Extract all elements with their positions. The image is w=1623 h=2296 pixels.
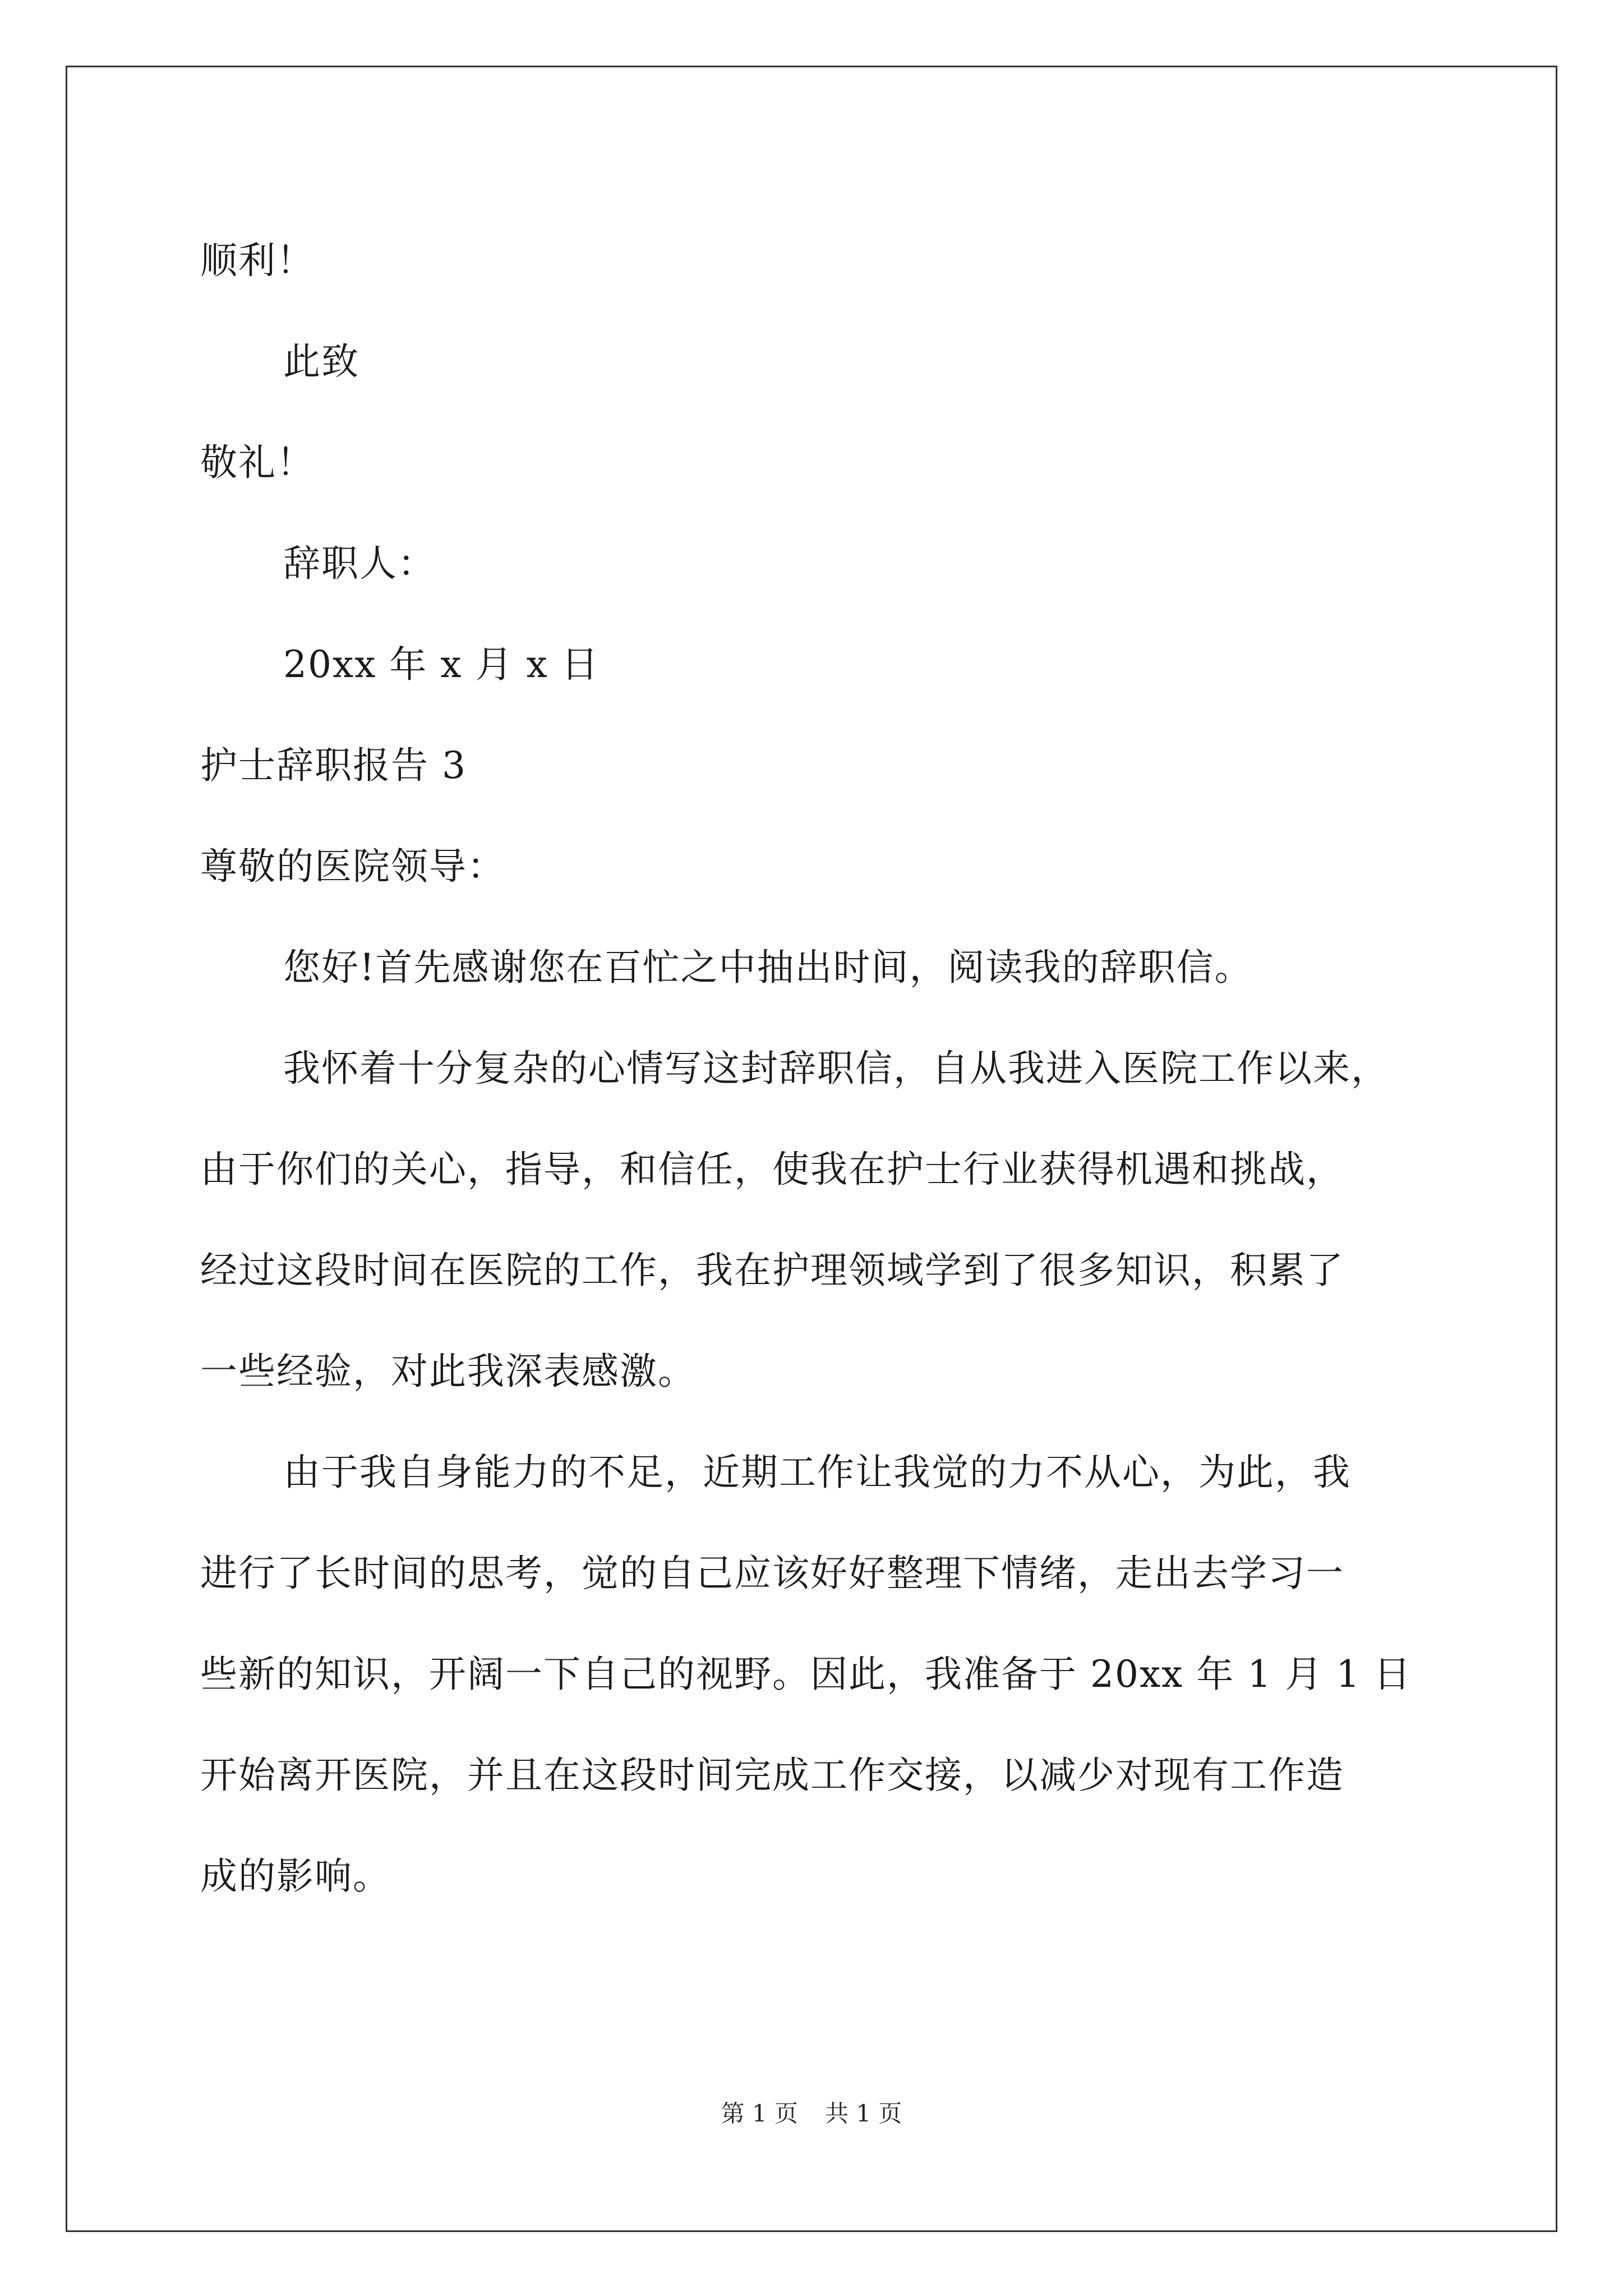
- page-number-total: 共 1 页: [825, 2100, 902, 2127]
- text-line: 一些经验，对此我深表感激。: [200, 1350, 696, 1393]
- text-line: 此致: [283, 340, 359, 383]
- text-line: 进行了长时间的思考，觉的自己应该好好整理下情绪，走出去学习一: [200, 1552, 1344, 1595]
- text-line: 经过这段时间在医院的工作，我在护理领域学到了很多知识，积累了: [200, 1249, 1344, 1292]
- text-line: 您好!首先感谢您在百忙之中抽出时间，阅读我的辞职信。: [283, 946, 1253, 989]
- section-heading: 护士辞职报告 3: [200, 744, 467, 787]
- text-line: 由于我自身能力的不足，近期工作让我觉的力不从心，为此，我: [283, 1451, 1351, 1494]
- page-number-current: 第 1 页: [721, 2100, 798, 2127]
- text-line: 20xx 年 x 月 x 日: [283, 643, 600, 686]
- text-line: 开始离开医院，并且在这段时间完成工作交接，以减少对现有工作造: [200, 1754, 1344, 1797]
- text-line: 成的影响。: [200, 1855, 391, 1898]
- text-line: 我怀着十分复杂的心情写这封辞职信，自从我进入医院工作以来，: [283, 1047, 1389, 1090]
- text-line: 些新的知识，开阔一下自己的视野。因此，我准备于 20xx 年 1 月 1 日: [200, 1653, 1412, 1696]
- text-line: 辞职人：: [283, 542, 436, 585]
- page-footer: [0, 2095, 1623, 2129]
- text-line: 敬礼！: [200, 441, 315, 484]
- salutation: 尊敬的医院领导：: [200, 845, 505, 888]
- text-line: 顺利！: [200, 239, 315, 282]
- document-body: [200, 210, 1423, 1927]
- text-line: 由于你们的关心，指导，和信任，使我在护士行业获得机遇和挑战，: [200, 1148, 1344, 1191]
